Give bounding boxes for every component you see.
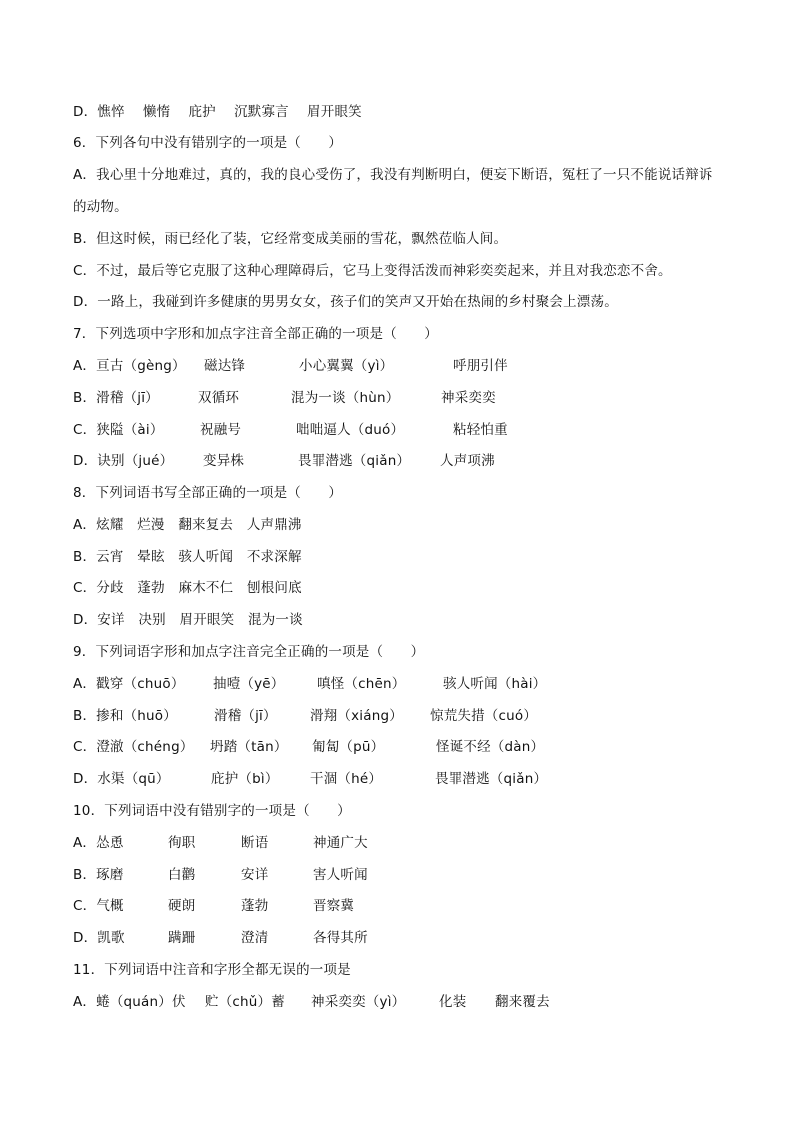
q9-stem: 9．下列词语字形和加点字注音完全正确的一项是（ ） <box>73 644 425 660</box>
q9-b-3: 滑翔（xiáng） <box>310 708 403 724</box>
q7-d-2: 变异株 <box>203 453 245 469</box>
q9-c-2: 坍踏（tān） <box>210 739 288 755</box>
q6-option-a-cont: 的动物。 <box>73 199 128 215</box>
q8-option-d: D．安详 决别 眉开眼笑 混为一谈 <box>73 612 303 628</box>
q10-a-4: 神通广大 <box>313 835 368 851</box>
q11-a-1: A．蜷（quán）伏 <box>73 994 186 1010</box>
q11-stem: 11．下列词语中注音和字形全都无误的一项是 <box>73 962 351 978</box>
q6-option-a: A．我心里十分地难过，真的，我的良心受伤了，我没有判断明白，便妄下断语，冤枉了一只不能说话辩诉 <box>73 167 713 183</box>
q11-a-3: 神采奕奕（yì） <box>311 994 406 1010</box>
q7-a-2: 磁达锋 <box>204 358 246 374</box>
q7-c-1: C．狭隘（ài） <box>73 422 164 438</box>
q7-b-4: 神采奕奕 <box>441 390 496 406</box>
q10-b-2: 白鹳 <box>168 867 196 883</box>
q7-d-4: 人声项沸 <box>440 453 495 469</box>
q11-a-4: 化装 <box>439 994 467 1010</box>
q10-d-1: D．凯歌 <box>73 930 125 946</box>
q10-c-4: 晋察冀 <box>313 898 355 914</box>
q7-b-3: 混为一谈（hùn） <box>291 390 400 406</box>
q9-a-2: 抽噎（yē） <box>213 676 285 692</box>
q10-d-4: 各得其所 <box>313 930 368 946</box>
q5-option-d: D．憔悴 懒惰 庇护 沉默寡言 眉开眼笑 <box>73 104 362 120</box>
q9-d-2: 庇护（bì） <box>211 771 279 787</box>
q7-a-3: 小心翼翼（yì） <box>299 358 394 374</box>
q6-option-d: D．一路上，我碰到许多健康的男男女女，孩子们的笑声又开始在热闹的乡村聚会上漂荡。 <box>73 294 618 310</box>
q9-c-4: 怪诞不经（dàn） <box>436 739 545 755</box>
q7-stem: 7．下列选项中字形和加点字注音全部正确的一项是（ ） <box>73 326 438 342</box>
q10-c-3: 蓬勃 <box>241 898 269 914</box>
q11-a-5: 翻来覆去 <box>495 994 550 1010</box>
q8-stem: 8．下列词语书写全部正确的一项是（ ） <box>73 485 343 501</box>
q8-option-a: A．炫耀 烂漫 翻来复去 人声鼎沸 <box>73 517 302 533</box>
q7-d-1: D．诀别（jué） <box>73 453 174 469</box>
q10-d-3: 澄清 <box>241 930 269 946</box>
q10-stem: 10．下列词语中没有错别字的一项是（ ） <box>73 803 351 819</box>
q9-c-3: 匍匐（pū） <box>312 739 385 755</box>
q6-option-b: B．但这时候，雨已经化了装，它经常变成美丽的雪花，飘然莅临人间。 <box>73 231 508 247</box>
q6-stem: 6．下列各句中没有错别字的一项是（ ） <box>73 135 343 151</box>
q9-a-1: A．戳穿（chuō） <box>73 676 185 692</box>
q9-b-4: 惊荒失措（cuó） <box>430 708 538 724</box>
q8-option-b: B．云宵 晕眩 骇人听闻 不求深解 <box>73 549 302 565</box>
q10-a-1: A．怂恿 <box>73 835 124 851</box>
q6-option-c: C．不过，最后等它克服了这种心理障碍后，它马上变得活泼而神彩奕奕起来，并且对我恋恋不舍。 <box>73 263 672 279</box>
q9-a-4: 骇人听闻（hài） <box>443 676 547 692</box>
q7-b-1: B．滑稽（jī） <box>73 390 159 406</box>
q7-c-2: 祝融号 <box>200 422 242 438</box>
q10-b-1: B．琢磨 <box>73 867 124 883</box>
q10-b-3: 安详 <box>241 867 269 883</box>
q7-c-3: 咄咄逼人（duó） <box>296 422 405 438</box>
q9-d-4: 畏罪潜逃（qiǎn） <box>435 771 548 787</box>
q9-b-1: B．掺和（huō） <box>73 708 177 724</box>
q10-c-2: 硬朗 <box>168 898 196 914</box>
q10-b-4: 害人听闻 <box>313 867 368 883</box>
q11-a-2: 贮（chǔ）蓄 <box>205 994 285 1010</box>
q9-b-2: 滑稽（jī） <box>214 708 277 724</box>
q10-d-2: 蹒跚 <box>168 930 196 946</box>
q7-b-2: 双循环 <box>198 390 240 406</box>
q7-d-3: 畏罪潜逃（qiǎn） <box>298 453 411 469</box>
q7-a-4: 呼朋引伴 <box>453 358 508 374</box>
q9-d-1: D．水渠（qū） <box>73 771 170 787</box>
q10-a-2: 徇职 <box>168 835 196 851</box>
q10-c-1: C．气概 <box>73 898 124 914</box>
q10-a-3: 断语 <box>241 835 269 851</box>
q9-d-3: 干涸（hé） <box>310 771 383 787</box>
q7-c-4: 粘轻怕重 <box>453 422 508 438</box>
q8-option-c: C．分歧 蓬勃 麻木不仁 刨根问底 <box>73 580 302 596</box>
q9-c-1: C．澄澈（chéng） <box>73 739 194 755</box>
q7-a-1: A．亘古（gèng） <box>73 358 186 374</box>
q9-a-3: 嗔怪（chēn） <box>317 676 406 692</box>
